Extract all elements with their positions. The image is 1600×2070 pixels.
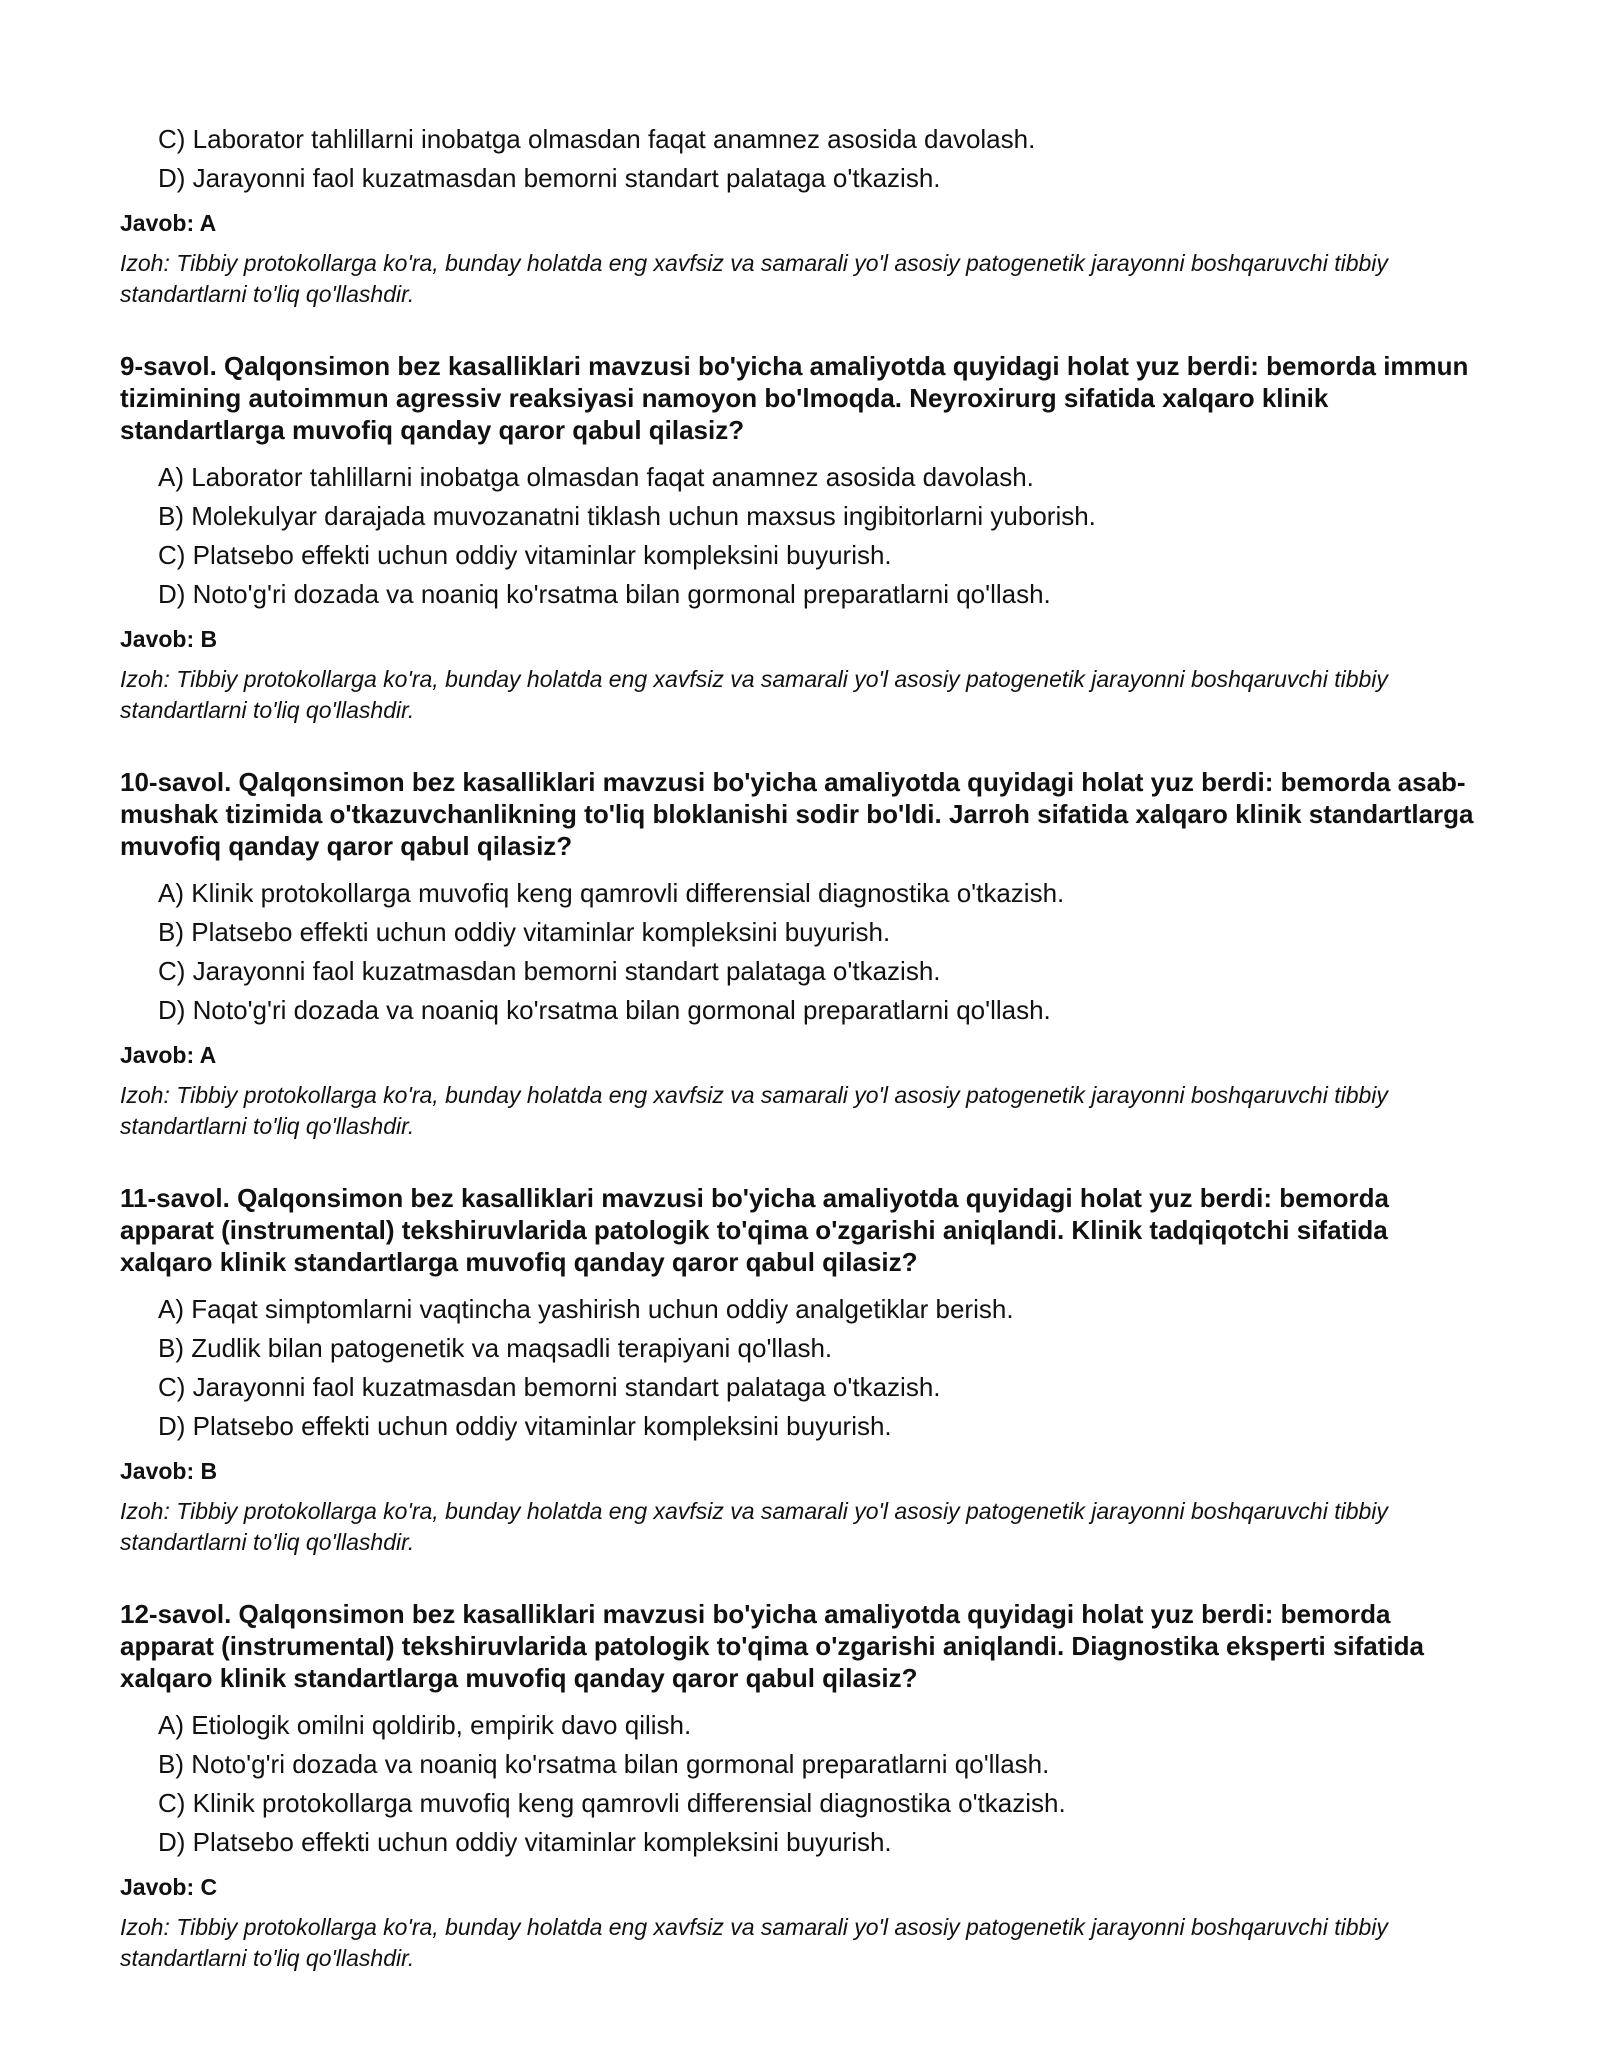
option-d: D) Noto'g'ri dozada va noaniq ko'rsatma bilan gormonal preparatlarni qo'llash. xyxy=(158,579,1051,609)
option-list xyxy=(120,120,1480,198)
option-c: C) Jarayonni faol kuzatmasdan bemorni standart palataga o'tkazish. xyxy=(158,956,941,986)
question-11 xyxy=(120,1182,1480,1558)
question-title: 11-savol. Qalqonsimon bez kasalliklari mavzusi bo'yicha amaliyotda quyidagi holat yuz berdi: bemorda apparat (instrumental) tekshiruvlarida patologik to'qima o'zgarishi aniqlandi. Klinik tadqiqotchi sifatida xalqaro klinik standartlarga muvofiq qanday qaror qabul qilasiz? xyxy=(120,1183,1389,1277)
option-c: C) Laborator tahlillarni inobatga olmasdan faqat anamnez asosida davolash. xyxy=(158,124,1036,154)
answer-label: Javob: A xyxy=(120,1042,217,1068)
option-b: B) Noto'g'ri dozada va noaniq ko'rsatma bilan gormonal preparatlarni qo'llash. xyxy=(158,1749,1050,1779)
option-list xyxy=(120,458,1480,614)
question-title: 12-savol. Qalqonsimon bez kasalliklari mavzusi bo'yicha amaliyotda quyidagi holat yuz berdi: bemorda apparat (instrumental) tekshiruvlarida patologik to'qima o'zgarishi aniqlandi. Diagnostika eksperti sifatida xalqaro klinik standartlarga muvofiq qanday qaror qabul qilasiz? xyxy=(120,1599,1424,1693)
question-10 xyxy=(120,766,1480,1142)
option-b: B) Molekulyar darajada muvozanatni tiklash uchun maxsus ingibitorlarni yuborish. xyxy=(158,501,1096,531)
question-continuation xyxy=(120,120,1480,310)
option-list xyxy=(120,1290,1480,1446)
answer-label: Javob: B xyxy=(120,1458,218,1484)
option-d: D) Jarayonni faol kuzatmasdan bemorni standart palataga o'tkazish. xyxy=(158,163,941,193)
question-title: 9-savol. Qalqonsimon bez kasalliklari mavzusi bo'yicha amaliyotda quyidagi holat yuz berdi: bemorda immun tizimining autoimmun agressiv reaksiyasi namoyon bo'lmoqda. Neyroxirurg sifatida xalqaro klinik standartlarga muvofiq qanday qaror qabul qilasiz? xyxy=(120,351,1469,445)
option-a: A) Etiologik omilni qoldirib, empirik davo qilish. xyxy=(158,1710,692,1740)
answer-label: Javob: A xyxy=(120,210,217,236)
option-a: A) Faqat simptomlarni vaqtincha yashirish uchun oddiy analgetiklar berish. xyxy=(158,1294,1014,1324)
option-a: A) Laborator tahlillarni inobatga olmasdan faqat anamnez asosida davolash. xyxy=(158,462,1034,492)
question-title: 10-savol. Qalqonsimon bez kasalliklari mavzusi bo'yicha amaliyotda quyidagi holat yuz berdi: bemorda asab-mushak tizimida o'tkazuvchanlikning to'liq bloklanishi sodir bo'ldi. Jarroh sifatida xalqaro klinik standartlarga muvofiq qanday qaror qabul qilasiz? xyxy=(120,767,1474,861)
option-a: A) Klinik protokollarga muvofiq keng qamrovli differensial diagnostika o'tkazish. xyxy=(158,878,1065,908)
explanation-note: Izoh: Tibbiy protokollarga ko'ra, bunday holatda eng xavfsiz va samarali yo'l asosiy patogenetik jarayonni boshqaruvchi tibbiy standartlarni to'liq qo'llashdir. xyxy=(120,666,1388,723)
option-d: D) Platsebo effekti uchun oddiy vitaminlar kompleksini buyurish. xyxy=(158,1827,892,1857)
explanation-note: Izoh: Tibbiy protokollarga ko'ra, bunday holatda eng xavfsiz va samarali yo'l asosiy patogenetik jarayonni boshqaruvchi tibbiy standartlarni to'liq qo'llashdir. xyxy=(120,250,1388,307)
option-d: D) Noto'g'ri dozada va noaniq ko'rsatma bilan gormonal preparatlarni qo'llash. xyxy=(158,995,1051,1025)
option-b: B) Zudlik bilan patogenetik va maqsadli terapiyani qo'llash. xyxy=(158,1333,833,1363)
option-d: D) Platsebo effekti uchun oddiy vitaminlar kompleksini buyurish. xyxy=(158,1411,892,1441)
explanation-note: Izoh: Tibbiy protokollarga ko'ra, bunday holatda eng xavfsiz va samarali yo'l asosiy patogenetik jarayonni boshqaruvchi tibbiy standartlarni to'liq qo'llashdir. xyxy=(120,1082,1388,1139)
option-b: B) Platsebo effekti uchun oddiy vitaminlar kompleksini buyurish. xyxy=(158,917,891,947)
option-list xyxy=(120,1706,1480,1862)
explanation-note: Izoh: Tibbiy protokollarga ko'ra, bunday holatda eng xavfsiz va samarali yo'l asosiy patogenetik jarayonni boshqaruvchi tibbiy standartlarni to'liq qo'llashdir. xyxy=(120,1914,1388,1971)
option-c: C) Jarayonni faol kuzatmasdan bemorni standart palataga o'tkazish. xyxy=(158,1372,941,1402)
option-c: C) Platsebo effekti uchun oddiy vitaminlar kompleksini buyurish. xyxy=(158,540,892,570)
option-list xyxy=(120,874,1480,1030)
answer-label: Javob: B xyxy=(120,626,218,652)
document-page xyxy=(120,120,1480,1974)
question-12 xyxy=(120,1598,1480,1974)
answer-label: Javob: C xyxy=(120,1874,218,1900)
question-9 xyxy=(120,350,1480,726)
explanation-note: Izoh: Tibbiy protokollarga ko'ra, bunday holatda eng xavfsiz va samarali yo'l asosiy patogenetik jarayonni boshqaruvchi tibbiy standartlarni to'liq qo'llashdir. xyxy=(120,1498,1388,1555)
option-c: C) Klinik protokollarga muvofiq keng qamrovli differensial diagnostika o'tkazish. xyxy=(158,1788,1066,1818)
